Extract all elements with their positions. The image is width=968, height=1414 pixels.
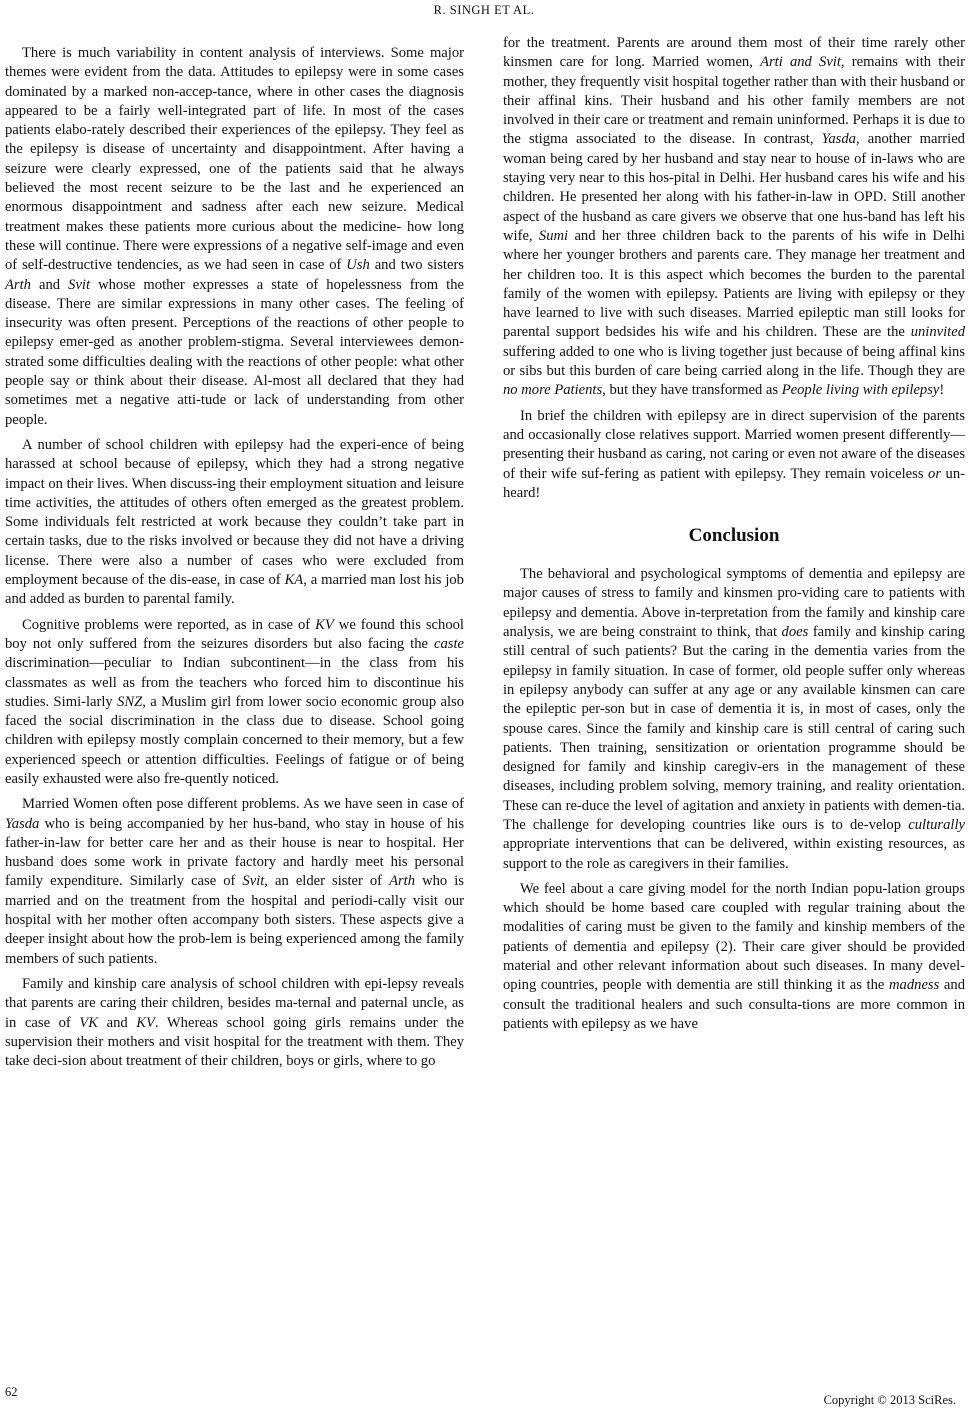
italic-term: People living with epilepsy xyxy=(781,382,940,399)
italic-term: Ush xyxy=(346,257,370,274)
paragraph: Family and kinship care analysis of school children with epi-lepsy reveals that parents are caring their children, besides ma-ternal and paternal uncle, as in case of VK and KV. Whereas school going girls remains under the supervision their mothers and visit hospital for the treatment with them. They take deci-sion about treatment of their children, boys or girls, where to go xyxy=(5,975,464,1070)
paragraph: The behavioral and psychological symptoms of dementia and epilepsy are major causes of stress to family and kinsmen pro-viding care to patients with epilepsy and dementia. Above in-terpretation from the family and kinship care analysis, we are being constraint to think, that does family and kinship caring still central of such patients? But the caring in the dementia varies from the epilepsy in family situation. In case of former, old people suffer only whereas in epilepsy anybody can suffer at any age or any available kinsmen can care the epileptic per-son but in case of dementia it is, in most of cases, only the spouse cares. Since the family and kinship care is still central of caring such patients. Then training, sensitization or orientation programme should be designed for family and kinship caregiv-ers in the management of these diseases, including problem solving, memory training, and reality orientation. These can re-duce the level of agitation and anxiety in patients with demen-tia. The challenge for developing countries like ours is to de-velop culturally appropriate interventions that can be delivered, within existing resources, as support to the role as caregivers in their families. xyxy=(503,566,965,872)
right-column xyxy=(503,34,965,1040)
italic-term: KA xyxy=(284,572,304,589)
italic-term: does xyxy=(781,624,809,641)
paragraph: A number of school children with epilepsy had the experi-ence of being harassed at school because of epilepsy, which they had a strong negative impact on their lives. When discuss-ing their employment situation and leisure time activities, the attitudes of others often emerged as the greatest problem. Some individuals felt restricted at work because they couldn’t take part in certain tasks, due to the risks involved or because they did not have a driving license. There were also a number of cases who were excluded from employment because of the dis-ease, in case of KA, a married man lost his job and added as burden to parental family. xyxy=(5,436,464,608)
italic-term: KV xyxy=(315,616,334,633)
italic-term: Sumi xyxy=(538,227,569,244)
italic-term: KV xyxy=(136,1014,155,1031)
paragraph: Married Women often pose different problems. As we have seen in case of Yasda who is being accompanied by her hus-band, who stay in house of his father-in-law for better care her and as their house is near to hospital. Her husband does some work in private factory and hardly meet his personal family expenditure. Similarly case of Svit, an elder sister of Arth who is married and on the treatment from the hospital and periodi-cally visit our hospital with her mother often accompany both sisters. These aspects give a deeper insight about how the prob-lem is being experienced among the family members of such patients. xyxy=(5,796,464,967)
page-number: 62 xyxy=(5,1385,18,1399)
section-heading-conclusion: Conclusion xyxy=(688,525,780,547)
italic-term: Svit xyxy=(68,276,91,293)
copyright-notice: Copyright © 2013 SciRes. xyxy=(823,1393,956,1407)
paragraph: In brief the children with epilepsy are in direct supervision of the parents and occasionally close relatives support. Married women present differently—presenting their husband as caring, not caring or even not aware of the diseases of their wife suf-fering as patient with epilepsy. They remain voiceless or un-heard! xyxy=(503,407,965,501)
paragraph: We feel about a care giving model for the north Indian popu-lation groups which should be home based care coupled with regular training about the modalities of caring must be given to the family and kinship members of the patients of dementia and epilepsy (2). Their care giver should be provided material and other relevant information about such diseases. In many devel-oping countries, people with dementia are still thinking it as the madness and consult the traditional healers and such consulta-tions are more common in patients with epilepsy as we have xyxy=(503,880,965,1032)
italic-term: uninvited xyxy=(910,324,965,341)
italic-term: Yasda xyxy=(821,131,856,148)
paragraph: There is much variability in content analysis of interviews. Some major themes were evident from the data. Attitudes to epilepsy were in some cases dominated by a marked non-accep-tance, where in other cases the diagnosis appeared to be a fairly well-integrated part of life. In most of the cases patients elabo-rately described their experiences of the epilepsy. They feel as the epilepsy is disease of uncertainty and disappointment. After having a seizure were clearly expressed, one of the patients said that he always believed the most recent seizure to be the last and he experienced an enormous disappointment and sadness after each new seizure. Medical treatment makes these patients more curious about the medicine- how long these will continue. There were expressions of a negative self-image and even of self-destructive tendencies, as we had seen in case of Ush and two sisters Arth and Svit whose mother expresses a state of hopelessness from the disease. There are similar expressions in many other cases. The feeling of insecurity was often present. Perceptions of the reactions of other people to epilepsy emer-ged as another problem-stigma. Several interviewees demon-strated some difficulties dealing with the reactions of other people: what other people say or think about their disease. Al-most all declared that they had sometimes met a negative atti-tude or lack of understanding from other people. xyxy=(5,45,465,428)
italic-term: culturally xyxy=(908,816,965,833)
paragraph: Cognitive problems were reported, as in case of KV we found this school boy not only suffered from the seizures disorders but also facing the caste discrimination—peculiar to Indian subcontinent—in the class from his classmates as well as from the teachers who forced him to discontinue his studies. Simi-larly SNZ, a Muslim girl from lower socio economic group also faced the social discrimination in the class due to disease. School going children with epilepsy mostly complain concerned to their memory, but a few experienced speech or attention difficulties. Feelings of fatigue or of being easily exhausted were also fre-quently noticed. xyxy=(5,616,464,787)
running-head: R. SINGH ET AL. xyxy=(433,3,535,17)
italic-term: Arth xyxy=(5,276,31,293)
italic-term: Arth xyxy=(389,873,416,890)
italic-term: no more Patients, xyxy=(503,382,606,399)
italic-term: Arti and Svit xyxy=(760,54,841,71)
italic-term: madness xyxy=(889,977,940,994)
italic-term: caste xyxy=(434,635,464,652)
italic-term: Svit, xyxy=(242,873,268,890)
paragraph: for the treatment. Parents are around them most of their time rarely other kinsmen care for long. Married women, Arti and Svit, remains with their mother, they frequently visit hospital together rather than with their husband or their affinal kins. Their husband and his other family members are not involved in their care or treatment and remain uninformed. Perhaps it is due to the stigma associated to the disease. In contrast, Yasda, another married woman being cared by her husband and stay near to house of in-laws who are staying very near to this hos-pital in Delhi. Her husband cares his wife and his children. He presented her along with his father-in-law in OPD. Still another aspect of the husband as care givers we observe that one hus-band has left his wife, Sumi and her three children back to the parents of his wife in Delhi where her younger brothers and parents care. They manage her treatment and her children too. It is this aspect which becomes the burden to the parental family of the women with epilepsy. Patients are living with epilepsy or they have learned to live with such diseases. Married epileptic man still looks for parental support bedsides his wife and his children. These are the uninvited suffering added to one who is living together just because of being affinal kins or sibs but this burden of care being carried along in the life. Though they are no more Patients, but they have transformed as People living with epilepsy! xyxy=(503,35,966,399)
italic-term: Yasda xyxy=(5,815,40,832)
left-column xyxy=(5,44,464,1077)
italic-term: SNZ xyxy=(117,693,143,710)
italic-term: VK xyxy=(79,1014,99,1031)
italic-term: or xyxy=(928,465,942,482)
